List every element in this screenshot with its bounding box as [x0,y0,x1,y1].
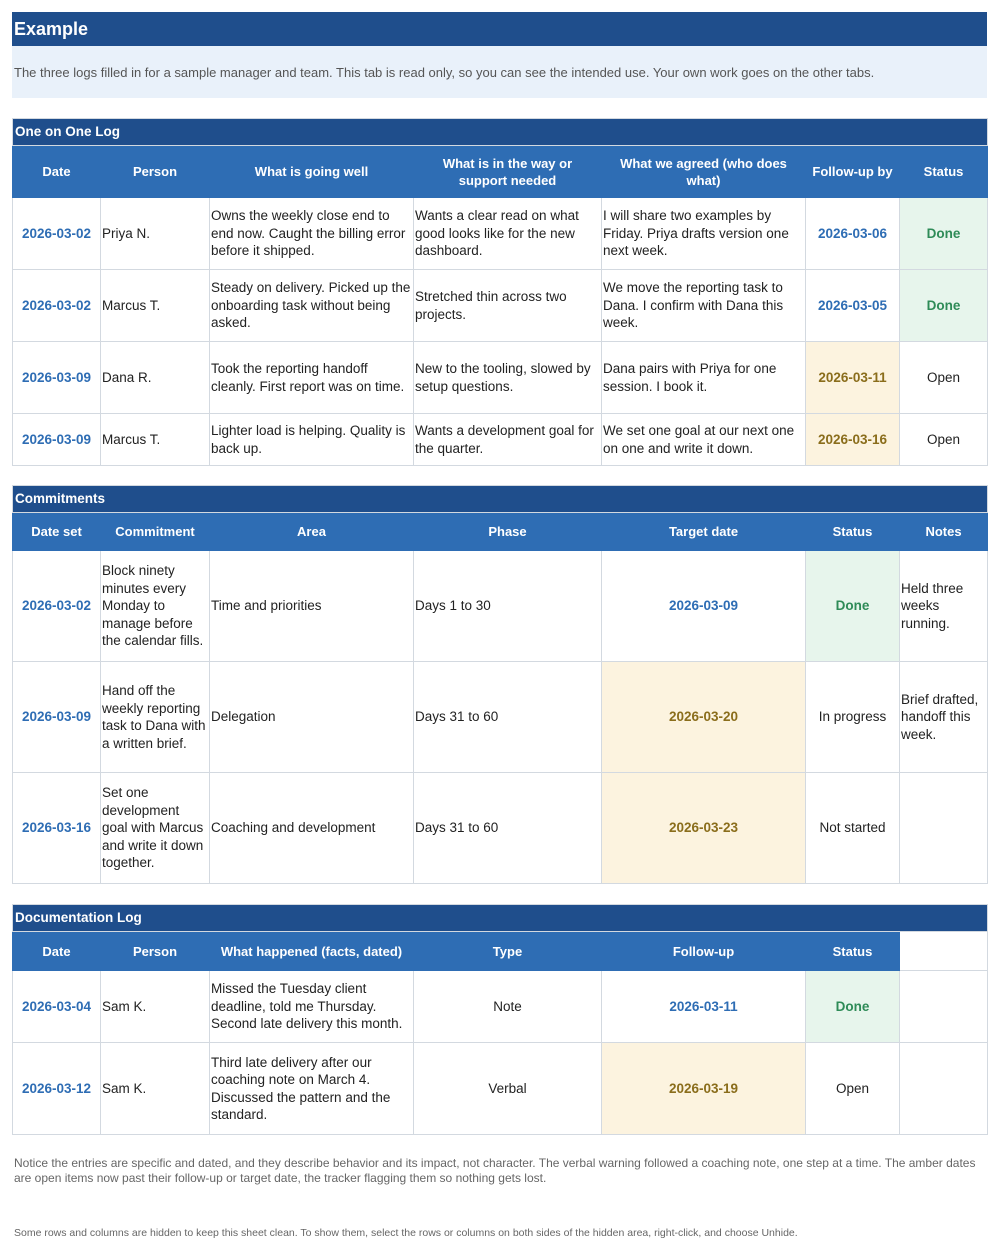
agreed-cell[interactable]: I will share two examples by Friday. Priya drafts version one next week. [602,198,806,270]
phase-cell[interactable]: Days 1 to 30 [414,551,602,662]
date-cell[interactable]: 2026-03-09 [13,342,101,414]
area-cell[interactable]: Coaching and development [210,773,414,884]
table-row [13,971,988,1043]
person-cell[interactable]: Marcus T. [101,414,210,466]
status-cell[interactable]: Done [806,971,900,1043]
col-header-date[interactable]: Date [13,932,101,971]
col-header-agreed[interactable]: What we agreed (who does what) [602,146,806,198]
target-date-cell[interactable]: 2026-03-23 [602,773,806,884]
status-cell[interactable]: Done [900,270,988,342]
notes-cell[interactable]: Held three weeks running. [900,551,988,662]
col-header-follow-up[interactable]: Follow-up [602,932,806,971]
going-well-cell[interactable]: Steady on delivery. Picked up the onboarding task without being asked. [210,270,414,342]
documentation-table [12,904,988,1135]
col-header-type[interactable]: Type [414,932,602,971]
table-row [13,414,988,466]
follow-up-cell[interactable]: 2026-03-06 [806,198,900,270]
person-cell[interactable]: Sam K. [101,1043,210,1135]
notes-cell[interactable] [900,773,988,884]
follow-up-cell[interactable]: 2026-03-11 [806,342,900,414]
follow-up-cell[interactable]: 2026-03-16 [806,414,900,466]
col-header-area[interactable]: Area [210,513,414,551]
date-cell[interactable]: 2026-03-02 [13,270,101,342]
col-header-follow-up[interactable]: Follow-up by [806,146,900,198]
follow-up-cell[interactable]: 2026-03-11 [602,971,806,1043]
col-header-going-well[interactable]: What is going well [210,146,414,198]
person-cell[interactable]: Marcus T. [101,270,210,342]
area-cell[interactable]: Time and priorities [210,551,414,662]
person-cell[interactable]: Sam K. [101,971,210,1043]
date-cell[interactable]: 2026-03-09 [13,414,101,466]
section-title-commitments: Commitments [13,486,988,513]
status-cell[interactable]: Not started [806,773,900,884]
col-header-in-the-way[interactable]: What is in the way or support needed [414,146,602,198]
table-row [13,270,988,342]
col-header-person[interactable]: Person [101,932,210,971]
table-row [13,551,988,662]
going-well-cell[interactable]: Took the reporting handoff cleanly. First report was on time. [210,342,414,414]
target-date-cell[interactable]: 2026-03-09 [602,551,806,662]
col-header-target-date[interactable]: Target date [602,513,806,551]
commitments-table [12,485,988,884]
phase-cell[interactable]: Days 31 to 60 [414,662,602,773]
table-row [13,662,988,773]
in-the-way-cell[interactable]: New to the tooling, slowed by setup questions. [414,342,602,414]
area-cell[interactable]: Delegation [210,662,414,773]
agreed-cell[interactable]: We set one goal at our next one on one and write it down. [602,414,806,466]
table-row [13,1043,988,1135]
in-the-way-cell[interactable]: Wants a clear read on what good looks like for the new dashboard. [414,198,602,270]
section-title-one-on-one: One on One Log [13,119,988,146]
col-header-person[interactable]: Person [101,146,210,198]
col-header-status[interactable]: Status [806,513,900,551]
status-cell[interactable]: Open [900,342,988,414]
phase-cell[interactable]: Days 31 to 60 [414,773,602,884]
happened-cell[interactable]: Third late delivery after our coaching note on March 4. Discussed the pattern and the standard. [210,1043,414,1135]
type-cell[interactable]: Note [414,971,602,1043]
person-cell[interactable]: Priya N. [101,198,210,270]
col-header-date-set[interactable]: Date set [13,513,101,551]
target-date-cell[interactable]: 2026-03-20 [602,662,806,773]
follow-up-cell[interactable]: 2026-03-19 [602,1043,806,1135]
date-cell[interactable]: 2026-03-09 [13,662,101,773]
status-cell[interactable]: Open [900,414,988,466]
type-cell[interactable]: Verbal [414,1043,602,1135]
agreed-cell[interactable]: We move the reporting task to Dana. I confirm with Dana this week. [602,270,806,342]
intro-text: The three logs filled in for a sample manager and team. This tab is read only, so you can see the intended use. Your own work goes on the other tabs. [12,46,987,98]
commitment-cell[interactable]: Hand off the weekly reporting task to Dana with a written brief. [101,662,210,773]
status-cell[interactable]: Open [806,1043,900,1135]
footer-note: Some rows and columns are hidden to keep this sheet clean. To show them, select the rows or columns on both sides of the hidden area, right-click, and choose Unhide. [14,1227,798,1239]
commitment-cell[interactable]: Set one development goal with Marcus and write it down together. [101,773,210,884]
table-row [13,342,988,414]
person-cell[interactable]: Dana R. [101,342,210,414]
status-cell[interactable]: In progress [806,662,900,773]
col-header-status[interactable]: Status [900,146,988,198]
sheet-title: Example [12,12,987,46]
col-header-date[interactable]: Date [13,146,101,198]
col-header-phase[interactable]: Phase [414,513,602,551]
going-well-cell[interactable]: Lighter load is helping. Quality is back up. [210,414,414,466]
going-well-cell[interactable]: Owns the weekly close end to end now. Caught the billing error before it shipped. [210,198,414,270]
date-cell[interactable]: 2026-03-02 [13,198,101,270]
date-cell[interactable]: 2026-03-02 [13,551,101,662]
status-cell[interactable]: Done [806,551,900,662]
notes-cell[interactable]: Brief drafted, handoff this week. [900,662,988,773]
one-on-one-table [12,118,988,466]
date-cell[interactable]: 2026-03-16 [13,773,101,884]
section-title-documentation: Documentation Log [13,905,988,932]
col-header-status[interactable]: Status [806,932,900,971]
col-header-notes[interactable]: Notes [900,513,988,551]
table-row [13,198,988,270]
table-row [13,773,988,884]
status-cell[interactable]: Done [900,198,988,270]
date-cell[interactable]: 2026-03-12 [13,1043,101,1135]
happened-cell[interactable]: Missed the Tuesday client deadline, told me Thursday. Second late delivery this month. [210,971,414,1043]
col-header-commitment[interactable]: Commitment [101,513,210,551]
notice-text: Notice the entries are specific and dated, and they describe behavior and its impact, not character. The verbal warning followed a coaching note, one step at a time. The amber dates are open items now past their follow-up or target date, the tracker flagging them so nothing gets lost. [14,1156,976,1185]
follow-up-cell[interactable]: 2026-03-05 [806,270,900,342]
date-cell[interactable]: 2026-03-04 [13,971,101,1043]
in-the-way-cell[interactable]: Stretched thin across two projects. [414,270,602,342]
commitment-cell[interactable]: Block ninety minutes every Monday to manage before the calendar fills. [101,551,210,662]
in-the-way-cell[interactable]: Wants a development goal for the quarter. [414,414,602,466]
col-header-happened[interactable]: What happened (facts, dated) [210,932,414,971]
agreed-cell[interactable]: Dana pairs with Priya for one session. I book it. [602,342,806,414]
